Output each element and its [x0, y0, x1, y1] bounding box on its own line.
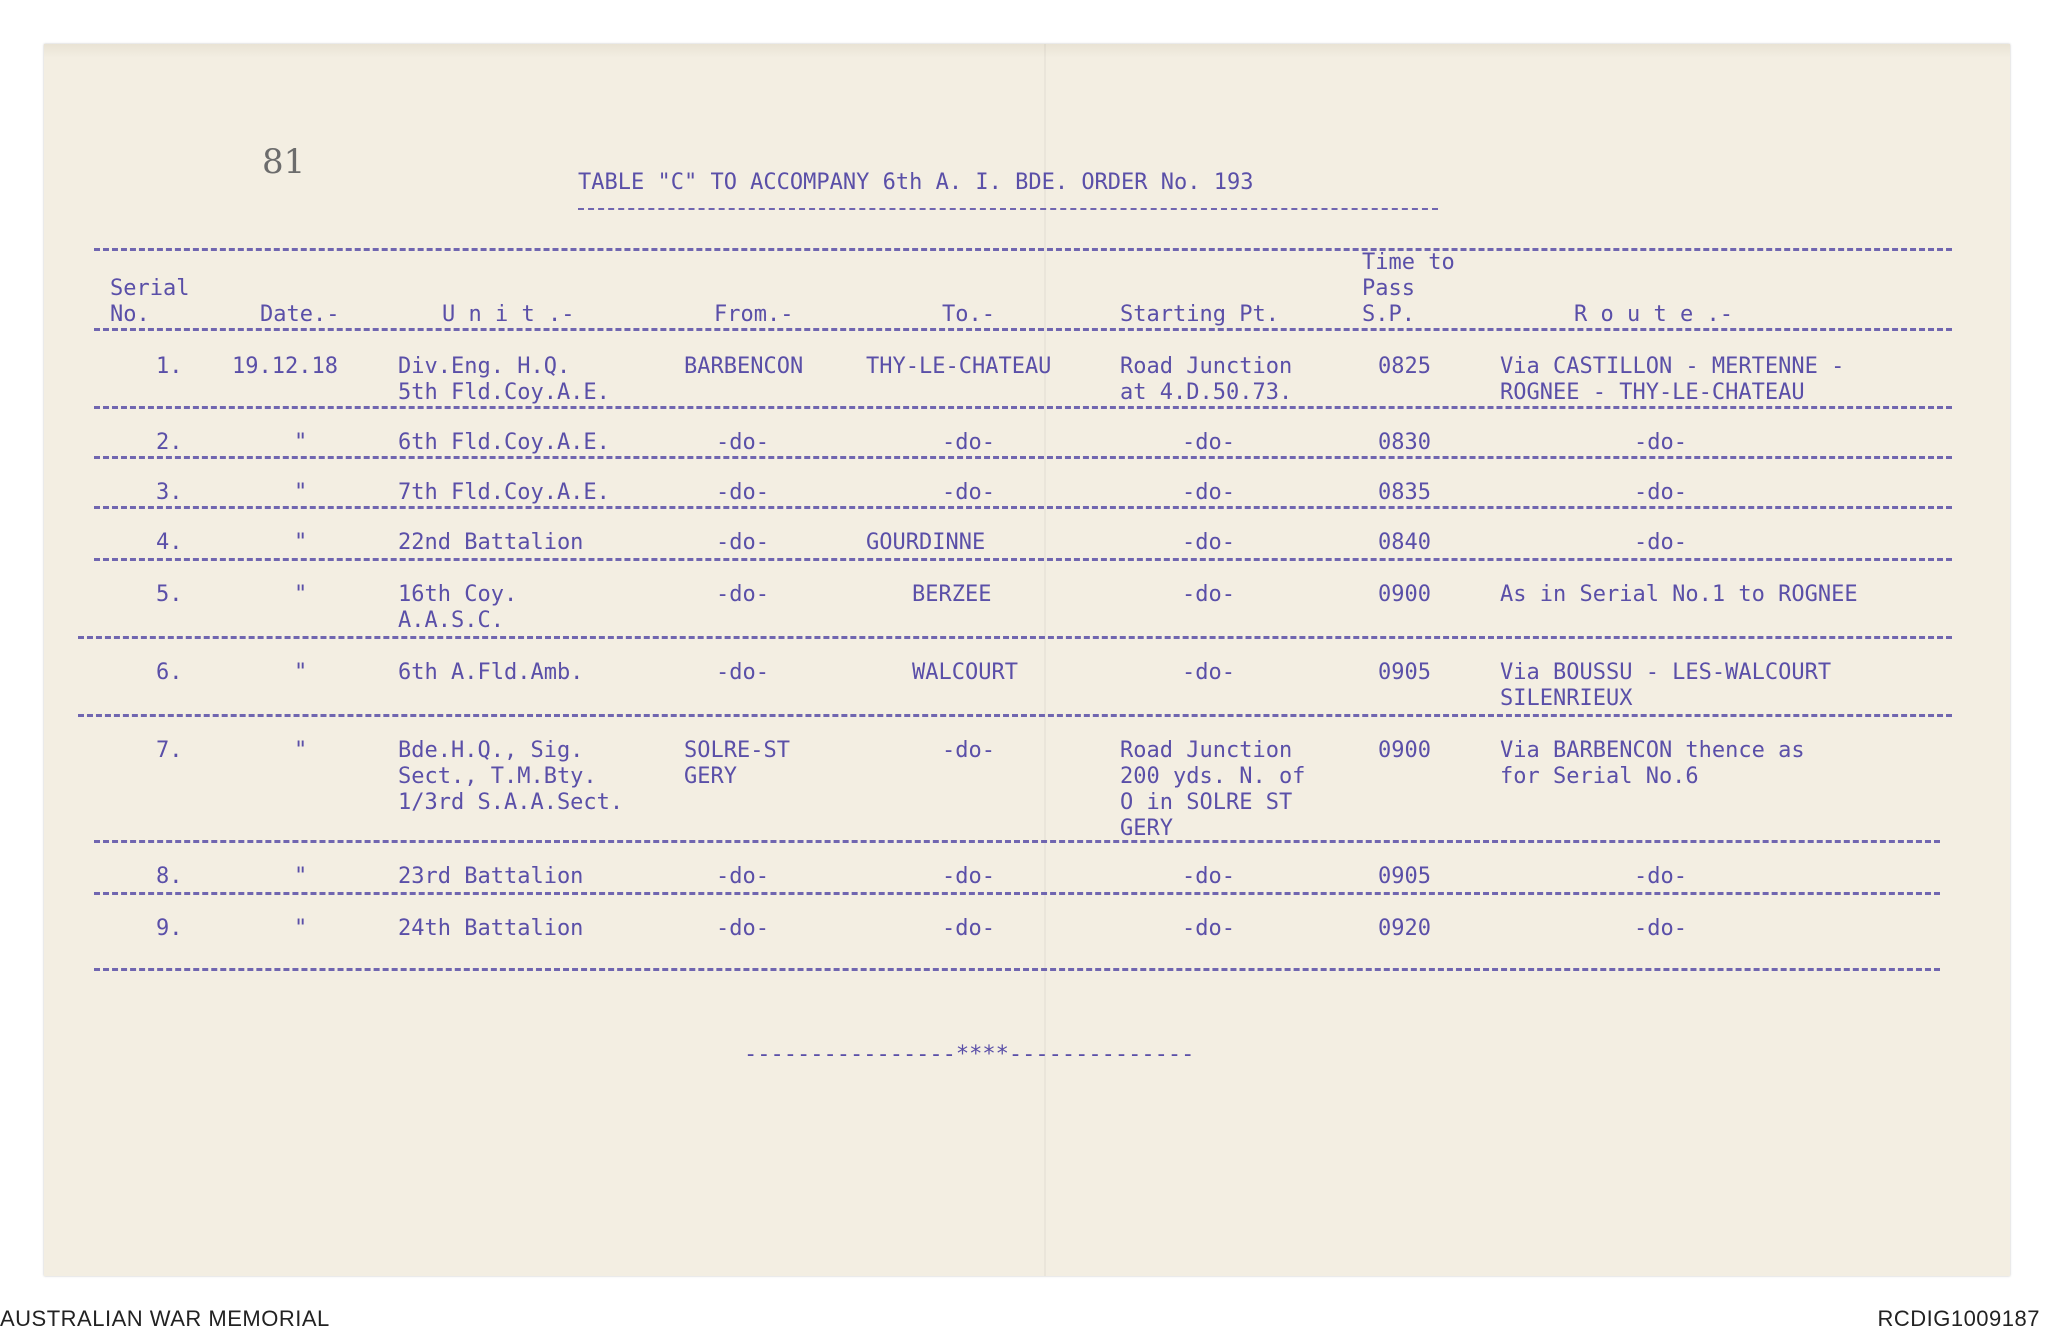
cell-route: Via BARBENCON thence as for Serial No.6 [1500, 738, 1805, 789]
cell-serial: 9. [156, 916, 183, 941]
cell-time: 0920 [1378, 916, 1431, 941]
title-underline [578, 208, 1438, 210]
cell-to: -do- [942, 430, 995, 455]
cell-from: SOLRE-ST GERY [684, 738, 790, 789]
cell-date: " [294, 480, 308, 505]
cell-to: BERZEE [912, 582, 992, 607]
cell-time: 0900 [1378, 582, 1431, 607]
cell-to: GOURDINNE [866, 530, 986, 555]
cell-from: -do- [716, 660, 769, 685]
row-rule [94, 840, 1940, 843]
cell-unit: 16th Coy. A.A.S.C. [398, 582, 518, 633]
row-rule [94, 892, 1940, 895]
header-date: Date.- [260, 302, 340, 327]
cell-route: -do- [1634, 430, 1687, 455]
cell-route: -do- [1634, 864, 1687, 889]
row-rule [94, 558, 1952, 561]
cell-unit: Bde.H.Q., Sig. Sect., T.M.Bty. 1/3rd S.A.A.Sect. [398, 738, 624, 815]
row-rule [78, 636, 1952, 639]
cell-date: " [294, 530, 308, 555]
cell-from: -do- [716, 582, 769, 607]
cell-unit: 22nd Battalion [398, 530, 584, 555]
cell-time: 0905 [1378, 660, 1431, 685]
cell-from: -do- [716, 916, 769, 941]
cell-to: -do- [942, 738, 995, 763]
cell-unit: 6th Fld.Coy.A.E. [398, 430, 610, 455]
paper-fold [1044, 44, 1046, 1276]
cell-date: " [294, 660, 308, 685]
cell-starting-point: -do- [1182, 530, 1235, 555]
cell-route: Via CASTILLON - MERTENNE - ROGNEE - THY-LE-CHATEAU [1500, 354, 1845, 405]
table-bottom-rule [94, 968, 1940, 971]
cell-route: -do- [1634, 480, 1687, 505]
footer-record-id: RCDIG1009187 [1877, 1306, 2040, 1331]
cell-time: 0825 [1378, 354, 1431, 379]
cell-unit: Div.Eng. H.Q. 5th Fld.Coy.A.E. [398, 354, 610, 405]
cell-date: " [294, 864, 308, 889]
cell-unit: 7th Fld.Coy.A.E. [398, 480, 610, 505]
row-rule [94, 506, 1952, 509]
cell-to: -do- [942, 480, 995, 505]
cell-date: " [294, 582, 308, 607]
cell-route: -do- [1634, 530, 1687, 555]
header-time-to-pass: Time to Pass S.P. [1362, 250, 1455, 327]
cell-time: 0835 [1378, 480, 1431, 505]
cell-route: -do- [1634, 916, 1687, 941]
header-from: From.- [714, 302, 794, 327]
cell-serial: 1. [156, 354, 183, 379]
row-rule [94, 406, 1952, 409]
cell-serial: 8. [156, 864, 183, 889]
cell-time: 0900 [1378, 738, 1431, 763]
cell-date: 19.12.18 [232, 354, 338, 379]
cell-to: WALCOURT [912, 660, 1018, 685]
cell-starting-point: -do- [1182, 864, 1235, 889]
cell-to: -do- [942, 916, 995, 941]
cell-time: 0830 [1378, 430, 1431, 455]
header-starting-point: Starting Pt. [1120, 302, 1279, 327]
header-to: To.- [942, 302, 995, 327]
row-rule [94, 456, 1952, 459]
table-top-rule [94, 248, 1952, 251]
header-route: R o u t e .- [1574, 302, 1733, 327]
cell-date: " [294, 430, 308, 455]
cell-date: " [294, 916, 308, 941]
cell-serial: 3. [156, 480, 183, 505]
cell-to: THY-LE-CHATEAU [866, 354, 1052, 379]
page-number: 81 [262, 142, 306, 182]
cell-serial: 7. [156, 738, 183, 763]
cell-starting-point: Road Junction at 4.D.50.73. [1120, 354, 1293, 405]
cell-unit: 24th Battalion [398, 916, 584, 941]
cell-from: -do- [716, 430, 769, 455]
cell-time: 0840 [1378, 530, 1431, 555]
row-rule [78, 714, 1952, 717]
cell-serial: 2. [156, 430, 183, 455]
cell-starting-point: Road Junction 200 yds. N. of O in SOLRE ST GERY [1120, 738, 1306, 841]
cell-starting-point: -do- [1182, 582, 1235, 607]
header-rule [94, 328, 1952, 331]
cell-from: -do- [716, 530, 769, 555]
cell-starting-point: -do- [1182, 660, 1235, 685]
cell-from: -do- [716, 864, 769, 889]
cell-serial: 6. [156, 660, 183, 685]
cell-route: Via BOUSSU - LES-WALCOURT SILENRIEUX [1500, 660, 1832, 711]
cell-unit: 6th A.Fld.Amb. [398, 660, 584, 685]
header-serial: Serial No. [110, 276, 190, 327]
cell-starting-point: -do- [1182, 430, 1235, 455]
footer-institution: AUSTRALIAN WAR MEMORIAL [0, 1306, 330, 1331]
header-unit: U n i t .- [442, 302, 575, 327]
cell-starting-point: -do- [1182, 916, 1235, 941]
table-title: TABLE "C" TO ACCOMPANY 6th A. I. BDE. ORDER No. 193 [578, 170, 1254, 195]
cell-from: -do- [716, 480, 769, 505]
cell-unit: 23rd Battalion [398, 864, 584, 889]
cell-date: " [294, 738, 308, 763]
cell-from: BARBENCON [684, 354, 804, 379]
end-mark: ----------------****-------------- [744, 1042, 1195, 1067]
cell-serial: 5. [156, 582, 183, 607]
cell-to: -do- [942, 864, 995, 889]
cell-route: As in Serial No.1 to ROGNEE [1500, 582, 1858, 607]
cell-serial: 4. [156, 530, 183, 555]
cell-time: 0905 [1378, 864, 1431, 889]
cell-starting-point: -do- [1182, 480, 1235, 505]
